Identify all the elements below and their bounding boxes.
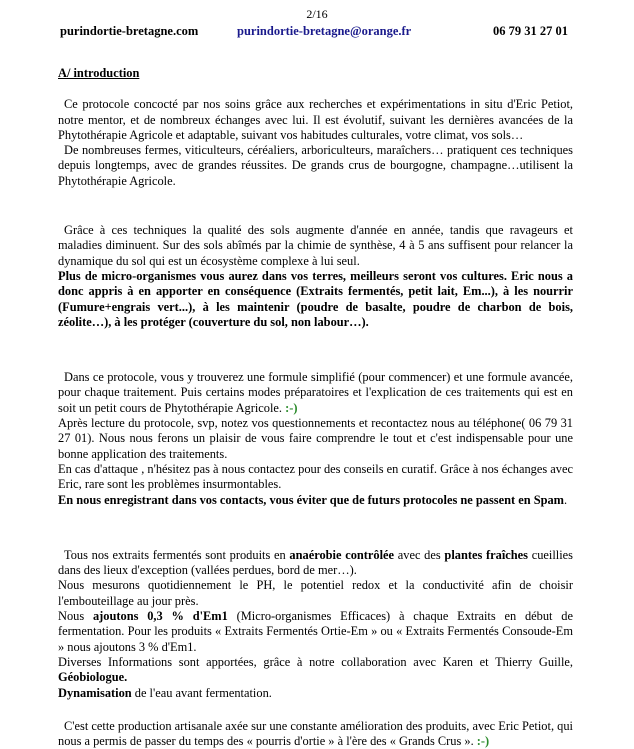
p11-em1: ajoutons 0,3 % d'Em1 — [92, 609, 228, 624]
p9-anaerobie: anaérobie contrôlée — [289, 547, 395, 562]
p9-c: avec des — [394, 547, 445, 562]
farms-paragraph: De nombreuses fermes, viticulteurs, céréaliers, arboriculteurs, maraîchers… pratiquent ces techniques depuis longtemps, avec de grandes réussites. De grands crus de bourgogne, champagne…utilisent la Phytothérapie Agricole. — [58, 143, 573, 188]
p9-a: Tous nos extraits fermentés sont produits en — [64, 547, 290, 562]
em1-paragraph — [58, 609, 573, 655]
contacts-bold: En nous enregistrant dans vos contacts, vous éviter que de futurs protocoles ne passent en Spam — [58, 492, 564, 507]
website-link[interactable]: purindortie-bretagne.com — [60, 24, 199, 38]
production-paragraph — [58, 719, 573, 749]
protocol-text: Dans ce protocole, vous y trouverez une formule simplifié (pour commencer) et une formule avancée, pour chaque traitement. Puis certains modes préparatoires et l'explication de ces traitements qui est en soit un petit cours de Phytothérapie Agricole. — [58, 370, 573, 415]
dynamisation-paragraph — [58, 686, 573, 701]
p12-geobiologue: Géobiologue. — [58, 670, 128, 685]
p13-dynamisation: Dynamisation — [58, 685, 132, 700]
attack-paragraph: En cas d'attaque , n'hésitez pas à nous contactez pour des conseils en curatif. Grâce à nos échanges avec Eric, rare sont les problèmes insurmontables. — [58, 461, 573, 492]
phone-number: 06 79 31 27 01 — [493, 24, 568, 38]
smiley-2: :-) — [476, 734, 490, 749]
p11-a: Nous — [58, 609, 93, 624]
contacts-end: . — [564, 492, 568, 507]
p12-text: Diverses Informations sont apportées, grâce à notre collaboration avec Karen et Thierry Guille, — [58, 654, 573, 669]
p9-plantes: plantes fraîches — [444, 547, 528, 562]
protocol-paragraph — [58, 370, 573, 416]
smiley-1: :-) — [285, 400, 298, 415]
reading-paragraph: Après lecture du protocole, svp, notez vos questionnements et recontactez nous au téléphone( 06 79 31 27 01). Nous nous ferons un plaisir de vous faire comprendre le tout et c'est indispensable pour une bonne application des traitements. — [58, 416, 573, 461]
measure-paragraph: Nous mesurons quotidiennement le PH, le potentiel redox et la conductivité afin de choisir l'embouteillage au jour près. — [58, 578, 573, 608]
contacts-paragraph — [58, 493, 573, 508]
production-text: C'est cette production artisanale axée sur une constante amélioration des produits, avec Eric Petiot, qui nous a permis de passer du temps des « pourris d'ortie » à l'ère des « Grands Crus ». — [58, 718, 573, 749]
p13-text: de l'eau avant fermentation. — [131, 685, 272, 700]
info-paragraph — [58, 655, 573, 686]
extracts-paragraph — [58, 548, 573, 579]
intro-paragraph: Ce protocole concocté par nos soins grâce aux recherches et expérimentations in situ d'Eric Petiot, notre mentor, et de nombreux échanges avec lui. Il est évolutif, suivant les dernières avancées de la Phytothérapie Agricole et adaptable, suivant vos habitudes culturales, votre climat, vos sols… — [58, 97, 573, 142]
page-number: 2/16 — [306, 7, 328, 21]
email-link[interactable]: purindortie-bretagne@orange.fr — [237, 24, 412, 38]
section-title: A/ introduction — [58, 66, 140, 80]
document-body — [58, 66, 573, 749]
p9-e: cueillies dans des lieux d'exception (vallées perdues, bord de mer…). — [58, 547, 573, 578]
soil-quality-paragraph: Grâce à ces techniques la qualité des sols augmente d'année en année, tandis que ravageurs et maladies diminuent. Sur des sols abîmés par la chimie de synthèse, 4 à 5 ans suffisent pour relancer la dynamique du sol qui est un écosystème complexe à lui seul. — [58, 223, 573, 268]
p11-c: (Micro-organismes Efficaces) à chaque Extraits en début de fermentation. Pour les produits « Extraits Fermentés Ortie-Em » ou « Extraits Fermentés Consoude-Em » nous ajoutons 3 % d'Em1. — [58, 609, 573, 654]
micro-organisms-paragraph: Plus de micro-organismes vous aurez dans vos terres, meilleurs seront vos cultures. Eric nous a donc appris à en apporter en conséquence (Extraits fermentés, petit lait, Em...), à les nourrir (Fumure+engrais vert...), à les maintenir (poudre de basalte, poudre de charbon de bois, zéolite…), à les protéger (couverture du sol, non labour…). — [58, 268, 573, 329]
page-header — [0, 24, 634, 42]
